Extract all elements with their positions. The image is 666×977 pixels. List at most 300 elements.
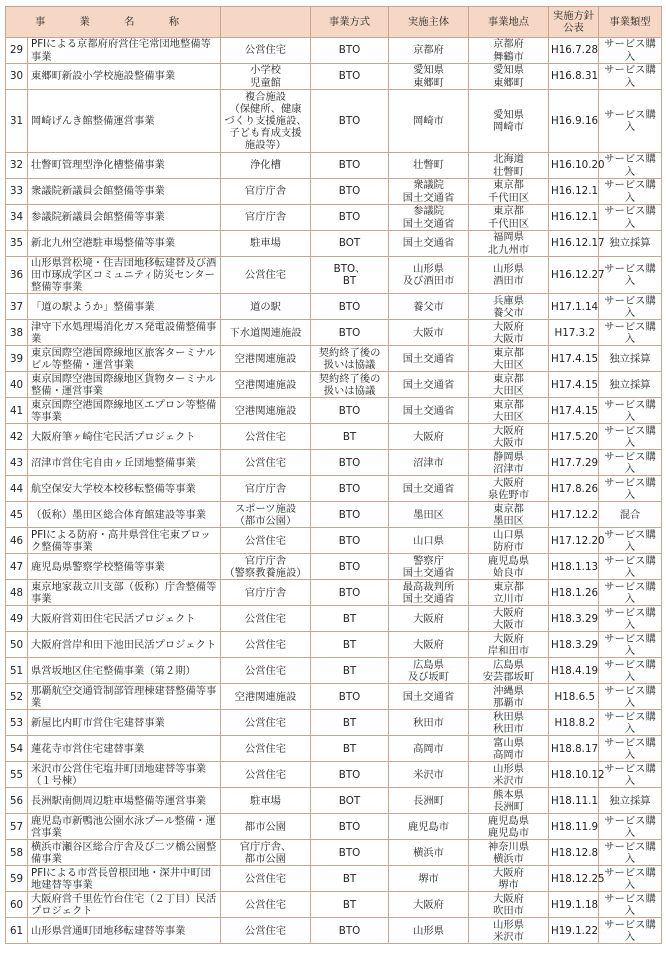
project-location: 東京都 大田区 <box>469 398 549 424</box>
project-name: 沼津市営住宅自由ヶ丘団地整備事業 <box>28 450 221 476</box>
facility-type: 公営住宅 <box>221 710 311 736</box>
business-method: BOT <box>311 788 389 814</box>
facility-type: 道の駅 <box>221 294 311 320</box>
row-number: 50 <box>6 632 28 658</box>
table-row <box>6 424 662 450</box>
implementing-entity: 国土交通省 <box>389 398 469 424</box>
implementing-entity: 国土交通省 <box>389 476 469 502</box>
row-number: 60 <box>6 892 28 918</box>
business-method: BTO <box>311 554 389 580</box>
table-row <box>6 90 662 153</box>
table-row <box>6 580 662 606</box>
policy-date: H18.12.8 <box>549 840 599 866</box>
business-type: サービス購入 <box>599 257 662 294</box>
implementing-entity: 国土交通省 <box>389 684 469 710</box>
implementing-entity: 鹿児島市 <box>389 814 469 840</box>
policy-date: H18.11.1 <box>549 788 599 814</box>
business-type: サービス購入 <box>599 450 662 476</box>
facility-type: 官庁庁舎、 都市公園 <box>221 840 311 866</box>
table-row <box>6 684 662 710</box>
business-type: サービス購入 <box>599 153 662 179</box>
policy-date: H16.9.16 <box>549 90 599 153</box>
table-header-row <box>6 7 662 38</box>
business-method: BTO <box>311 450 389 476</box>
business-type: サービス購入 <box>599 892 662 918</box>
project-location: 大阪府 岸和田市 <box>469 632 549 658</box>
facility-type: 空港関連施設 <box>221 346 311 372</box>
implementing-entity: 愛知県 東郷町 <box>389 64 469 90</box>
header-method: 事業方式 <box>311 7 389 38</box>
implementing-entity: 国土交通省 <box>389 231 469 257</box>
table-row <box>6 450 662 476</box>
facility-type: 浄化槽 <box>221 153 311 179</box>
policy-date: H16.12.1 <box>549 205 599 231</box>
project-name: 新北九州空港駐車場整備等事業 <box>28 231 221 257</box>
project-name: 新屋比内町市営住宅建替事業 <box>28 710 221 736</box>
policy-date: H16.12.1 <box>549 179 599 205</box>
project-location: 山形県 酒田市 <box>469 257 549 294</box>
project-name: 大阪府営苅田住宅民活プロジェクト <box>28 606 221 632</box>
table-row <box>6 38 662 64</box>
implementing-entity: 横浜市 <box>389 840 469 866</box>
project-name: 東京国際空港国際線地区貨物ターミナル整備・運営事業 <box>28 372 221 398</box>
row-number: 29 <box>6 38 28 64</box>
policy-date: H18.1.13 <box>549 554 599 580</box>
row-number: 38 <box>6 320 28 346</box>
implementing-entity: 長洲町 <box>389 788 469 814</box>
facility-type: 下水道関連施設 <box>221 320 311 346</box>
business-method: 契約終了後の 扱いは協議 <box>311 346 389 372</box>
business-type: サービス購入 <box>599 606 662 632</box>
policy-date: H19.1.22 <box>549 918 599 944</box>
table-row <box>6 918 662 944</box>
policy-date: H17.4.15 <box>549 398 599 424</box>
facility-type: 公営住宅 <box>221 762 311 788</box>
implementing-entity: 養父市 <box>389 294 469 320</box>
policy-date: H18.10.12 <box>549 762 599 788</box>
business-type: サービス購入 <box>599 762 662 788</box>
table-row <box>6 398 662 424</box>
project-name: 参議院新議員会館整備等事業 <box>28 205 221 231</box>
project-name: 大阪府筆ヶ崎住宅民活プロジェクト <box>28 424 221 450</box>
business-type: サービス購入 <box>599 476 662 502</box>
policy-date: H16.12.17 <box>549 231 599 257</box>
business-type: サービス購入 <box>599 424 662 450</box>
facility-type: 官庁庁舎 <box>221 476 311 502</box>
row-number: 43 <box>6 450 28 476</box>
business-method: BT <box>311 866 389 892</box>
project-name: 大阪府営岸和田下池田民活プロジェクト <box>28 632 221 658</box>
table-row <box>6 528 662 554</box>
table-row <box>6 606 662 632</box>
business-method: BT <box>311 710 389 736</box>
project-name: 東京地家裁立川支部（仮称）庁舎整備等事業 <box>28 580 221 606</box>
facility-type: 公営住宅 <box>221 450 311 476</box>
project-name: 山形県営松境・住吉団地移転建替及び酒田市琢成学区コミュニティ防災センター整備等事業 <box>28 257 221 294</box>
implementing-entity: 高岡市 <box>389 736 469 762</box>
business-type: 独立採算 <box>599 346 662 372</box>
business-method: BTO <box>311 205 389 231</box>
business-method: BTO <box>311 38 389 64</box>
project-name: PFIによる防府・高井県営住宅東ブロック整備等事業 <box>28 528 221 554</box>
business-method: BTO <box>311 398 389 424</box>
facility-type: 公営住宅 <box>221 424 311 450</box>
row-number: 37 <box>6 294 28 320</box>
policy-date: H16.8.31 <box>549 64 599 90</box>
business-type: 混合 <box>599 502 662 528</box>
business-type: サービス購入 <box>599 64 662 90</box>
project-location: 広島県 安芸郡坂町 <box>469 658 549 684</box>
project-name: 横浜市瀬谷区総合庁舎及び二ツ橋公園整備事業 <box>28 840 221 866</box>
row-number: 47 <box>6 554 28 580</box>
business-type: サービス購入 <box>599 840 662 866</box>
policy-date: H18.11.9 <box>549 814 599 840</box>
policy-date: H16.7.28 <box>549 38 599 64</box>
business-method: BTO <box>311 580 389 606</box>
business-method: BT <box>311 424 389 450</box>
implementing-entity: 大阪府 <box>389 892 469 918</box>
implementing-entity: 衆議院 国土交通省 <box>389 179 469 205</box>
project-name: 津守下水処理場消化ガス発電設備整備事業 <box>28 320 221 346</box>
policy-date: H17.3.2 <box>549 320 599 346</box>
business-type: サービス購入 <box>599 398 662 424</box>
business-method: BTO <box>311 476 389 502</box>
business-type: サービス購入 <box>599 528 662 554</box>
project-location: 秋田県 秋田市 <box>469 710 549 736</box>
business-method: BTO <box>311 294 389 320</box>
table-row <box>6 736 662 762</box>
row-number: 48 <box>6 580 28 606</box>
table-row <box>6 892 662 918</box>
policy-date: H18.1.26 <box>549 580 599 606</box>
table-row <box>6 632 662 658</box>
table-row <box>6 814 662 840</box>
row-number: 51 <box>6 658 28 684</box>
business-type: 独立採算 <box>599 231 662 257</box>
business-type: サービス購入 <box>599 580 662 606</box>
implementing-entity: 壮瞥町 <box>389 153 469 179</box>
project-name: 岡崎げんき館整備運営事業 <box>28 90 221 153</box>
project-name: 長洲駅南側周辺駐車場整備等運営事業 <box>28 788 221 814</box>
project-name: 那覇航空交通管制部管理棟建替整備等事業 <box>28 684 221 710</box>
project-name: 山形県営通町団地移転建替等事業 <box>28 918 221 944</box>
policy-date: H18.8.17 <box>549 736 599 762</box>
facility-type: 公営住宅 <box>221 866 311 892</box>
policy-date: H17.12.20 <box>549 528 599 554</box>
facility-type: 官庁庁舎 <box>221 179 311 205</box>
row-number: 54 <box>6 736 28 762</box>
header-location: 事業地点 <box>469 7 549 38</box>
business-method: BTO <box>311 918 389 944</box>
row-number: 44 <box>6 476 28 502</box>
business-method: BT <box>311 736 389 762</box>
business-method: BTO <box>311 502 389 528</box>
policy-date: H17.4.15 <box>549 346 599 372</box>
business-type: サービス購入 <box>599 814 662 840</box>
business-method: BT <box>311 658 389 684</box>
project-location: 山形県 米沢市 <box>469 918 549 944</box>
row-number: 30 <box>6 64 28 90</box>
facility-type: 公営住宅 <box>221 632 311 658</box>
business-type: サービス購入 <box>599 658 662 684</box>
facility-type: 公営住宅 <box>221 892 311 918</box>
project-name: 東京国際空港国際線地区エプロン等整備等事業 <box>28 398 221 424</box>
business-method: BT <box>311 632 389 658</box>
policy-date: H18.4.19 <box>549 658 599 684</box>
table-row <box>6 320 662 346</box>
project-location: 福岡県 北九州市 <box>469 231 549 257</box>
implementing-entity: 大阪府 <box>389 606 469 632</box>
business-type: サービス購入 <box>599 684 662 710</box>
implementing-entity: 大阪府 <box>389 424 469 450</box>
table-row <box>6 346 662 372</box>
business-method: BTO <box>311 153 389 179</box>
business-method: BTO <box>311 684 389 710</box>
policy-date: H18.12.25 <box>549 866 599 892</box>
row-number: 42 <box>6 424 28 450</box>
facility-type: 官庁庁舎 <box>221 580 311 606</box>
project-location: 東京都 大田区 <box>469 346 549 372</box>
implementing-entity: 山口県 <box>389 528 469 554</box>
business-method: BTO <box>311 840 389 866</box>
table-row <box>6 372 662 398</box>
table-row <box>6 257 662 294</box>
implementing-entity: 堺市 <box>389 866 469 892</box>
project-name: 東京国際空港国際線地区旅客ターミナルビル等整備・運営事業 <box>28 346 221 372</box>
project-name: 蓮花寺市営住宅建替事業 <box>28 736 221 762</box>
facility-type: 駐車場 <box>221 231 311 257</box>
policy-date: H17.4.15 <box>549 372 599 398</box>
header-type: 事業類型 <box>599 7 662 38</box>
business-method: BT <box>311 892 389 918</box>
project-location: 大阪府 大阪市 <box>469 424 549 450</box>
table-row <box>6 205 662 231</box>
facility-type: 公営住宅 <box>221 257 311 294</box>
project-name: 衆議院新議員会館整備等事業 <box>28 179 221 205</box>
implementing-entity: 米沢市 <box>389 762 469 788</box>
row-number: 58 <box>6 840 28 866</box>
business-type: サービス購入 <box>599 294 662 320</box>
project-location: 東京都 千代田区 <box>469 179 549 205</box>
project-location: 北海道 壮瞥町 <box>469 153 549 179</box>
implementing-entity: 国土交通省 <box>389 372 469 398</box>
policy-date: H17.12.2 <box>549 502 599 528</box>
business-type: サービス購入 <box>599 90 662 153</box>
project-name: 東郷町新設小学校施設整備事業 <box>28 64 221 90</box>
project-name: 米沢市公営住宅塩井町団地建替等事業（１号棟） <box>28 762 221 788</box>
business-method: BTO <box>311 64 389 90</box>
row-number: 39 <box>6 346 28 372</box>
project-location: 鹿児島県 鹿児島市 <box>469 814 549 840</box>
project-name: 「道の駅ようか」整備事業 <box>28 294 221 320</box>
business-method: BTO <box>311 762 389 788</box>
project-name: PFIによる市営長曽根団地・深井中町団地建替等事業 <box>28 866 221 892</box>
business-type: サービス購入 <box>599 38 662 64</box>
policy-date: H17.7.29 <box>549 450 599 476</box>
implementing-entity: 山形県 <box>389 918 469 944</box>
business-method: BTO <box>311 90 389 153</box>
row-number: 40 <box>6 372 28 398</box>
policy-date: H17.1.14 <box>549 294 599 320</box>
facility-type: 複合施設 （保健所、健康 づくり支援施設、 子ども育成支援 施設等） <box>221 90 311 153</box>
policy-date: H16.12.27 <box>549 257 599 294</box>
project-location: 大阪府 大阪市 <box>469 320 549 346</box>
row-number: 32 <box>6 153 28 179</box>
implementing-entity: 秋田市 <box>389 710 469 736</box>
implementing-entity: 国土交通省 <box>389 346 469 372</box>
project-location: 愛知県 東郷町 <box>469 64 549 90</box>
implementing-entity: 最高裁判所 国土交通省 <box>389 580 469 606</box>
row-number: 46 <box>6 528 28 554</box>
business-type: サービス購入 <box>599 554 662 580</box>
project-location: 東京都 立川市 <box>469 580 549 606</box>
table-row <box>6 866 662 892</box>
row-number: 56 <box>6 788 28 814</box>
facility-type: 公営住宅 <box>221 658 311 684</box>
business-method: BT <box>311 606 389 632</box>
facility-type: スポーツ施設 （都市公園） <box>221 502 311 528</box>
implementing-entity: 警察庁 国土交通省 <box>389 554 469 580</box>
facility-type: 官庁庁舎 （警察教養施設） <box>221 554 311 580</box>
policy-date: H18.6.5 <box>549 684 599 710</box>
table-row <box>6 502 662 528</box>
row-number: 31 <box>6 90 28 153</box>
implementing-entity: 墨田区 <box>389 502 469 528</box>
table-row <box>6 64 662 90</box>
table-row <box>6 710 662 736</box>
project-location: 鹿児島県 姶良市 <box>469 554 549 580</box>
facility-type: 官庁庁舎 <box>221 205 311 231</box>
project-location: 山口県 防府市 <box>469 528 549 554</box>
implementing-entity: 大阪市 <box>389 320 469 346</box>
project-location: 東京都 大田区 <box>469 372 549 398</box>
policy-date: H16.10.20 <box>549 153 599 179</box>
project-location: 富山県 高岡市 <box>469 736 549 762</box>
table-row <box>6 179 662 205</box>
facility-type: 公営住宅 <box>221 38 311 64</box>
row-number: 35 <box>6 231 28 257</box>
table-row <box>6 153 662 179</box>
row-number: 53 <box>6 710 28 736</box>
business-method: BOT <box>311 231 389 257</box>
business-type: サービス購入 <box>599 710 662 736</box>
project-location: 大阪府 泉佐野市 <box>469 476 549 502</box>
policy-date: H18.8.2 <box>549 710 599 736</box>
row-number: 55 <box>6 762 28 788</box>
row-number: 34 <box>6 205 28 231</box>
project-location: 兵庫県 養父市 <box>469 294 549 320</box>
project-location: 神奈川県 横浜市 <box>469 840 549 866</box>
business-method: 契約終了後の 扱いは協議 <box>311 372 389 398</box>
facility-type: 空港関連施設 <box>221 684 311 710</box>
business-type: サービス購入 <box>599 918 662 944</box>
project-location: 熊本県 長洲町 <box>469 788 549 814</box>
row-number: 61 <box>6 918 28 944</box>
policy-date: H17.8.26 <box>549 476 599 502</box>
header-project-name: 事 業 名 称 <box>6 7 221 38</box>
business-type: 独立採算 <box>599 788 662 814</box>
facility-type: 空港関連施設 <box>221 372 311 398</box>
business-method: BTO、 BT <box>311 257 389 294</box>
project-name: 鹿児島県警察学校整備等事業 <box>28 554 221 580</box>
project-name: PFIによる京都府府営住宅常団地整備等事業 <box>28 38 221 64</box>
row-number: 41 <box>6 398 28 424</box>
project-location: 東京都 墨田区 <box>469 502 549 528</box>
implementing-entity: 山形県 及び酒田市 <box>389 257 469 294</box>
header-facility <box>221 7 311 38</box>
header-entity: 実施主体 <box>389 7 469 38</box>
business-method: BTO <box>311 528 389 554</box>
policy-date: H18.3.29 <box>549 632 599 658</box>
implementing-entity: 大阪府 <box>389 632 469 658</box>
table-row <box>6 294 662 320</box>
project-name: 壮瞥町管理型浄化槽整備事業 <box>28 153 221 179</box>
business-method: BTO <box>311 179 389 205</box>
facility-type: 駐車場 <box>221 788 311 814</box>
project-location: 静岡県 沼津市 <box>469 450 549 476</box>
project-name: （仮称）墨田区総合体育館建設等事業 <box>28 502 221 528</box>
business-type: サービス購入 <box>599 320 662 346</box>
facility-type: 空港関連施設 <box>221 398 311 424</box>
row-number: 57 <box>6 814 28 840</box>
business-type: サービス購入 <box>599 179 662 205</box>
table-row <box>6 554 662 580</box>
project-name: 鹿児島市新鴨池公園水泳プール整備・運営事業 <box>28 814 221 840</box>
project-location: 愛知県 岡崎市 <box>469 90 549 153</box>
business-method: BTO <box>311 320 389 346</box>
table-row <box>6 762 662 788</box>
implementing-entity: 広島県 及び坂町 <box>389 658 469 684</box>
project-location: 山形県 米沢市 <box>469 762 549 788</box>
table-row <box>6 840 662 866</box>
business-type: サービス購入 <box>599 205 662 231</box>
project-name: 大阪府営千里佐竹台住宅（２丁目）民活プロジェクト <box>28 892 221 918</box>
implementing-entity: 沼津市 <box>389 450 469 476</box>
project-location: 大阪府 堺市 <box>469 866 549 892</box>
business-type: サービス購入 <box>599 632 662 658</box>
facility-type: 公営住宅 <box>221 736 311 762</box>
project-name: 県営坂地区住宅整備事業（第２期） <box>28 658 221 684</box>
project-location: 京都府 舞鶴市 <box>469 38 549 64</box>
header-date: 実施方針公表 <box>549 7 599 38</box>
project-location: 沖縄県 那覇市 <box>469 684 549 710</box>
business-type: 独立採算 <box>599 372 662 398</box>
policy-date: H18.3.29 <box>549 606 599 632</box>
facility-type: 都市公園 <box>221 814 311 840</box>
project-location: 東京都 千代田区 <box>469 205 549 231</box>
row-number: 52 <box>6 684 28 710</box>
facility-type: 公営住宅 <box>221 606 311 632</box>
policy-date: H17.5.20 <box>549 424 599 450</box>
project-name: 航空保安大学校本校移転整備等事業 <box>28 476 221 502</box>
project-location: 大阪府 吹田市 <box>469 892 549 918</box>
business-type: サービス購入 <box>599 866 662 892</box>
row-number: 33 <box>6 179 28 205</box>
facility-type: 公営住宅 <box>221 528 311 554</box>
policy-date: H19.1.18 <box>549 892 599 918</box>
pfi-projects-table <box>5 6 662 944</box>
table-row <box>6 476 662 502</box>
table-row <box>6 788 662 814</box>
implementing-entity: 岡崎市 <box>389 90 469 153</box>
row-number: 45 <box>6 502 28 528</box>
row-number: 59 <box>6 866 28 892</box>
business-method: BTO <box>311 814 389 840</box>
table-row <box>6 231 662 257</box>
implementing-entity: 京都府 <box>389 38 469 64</box>
row-number: 36 <box>6 257 28 294</box>
project-location: 大阪府 大阪市 <box>469 606 549 632</box>
